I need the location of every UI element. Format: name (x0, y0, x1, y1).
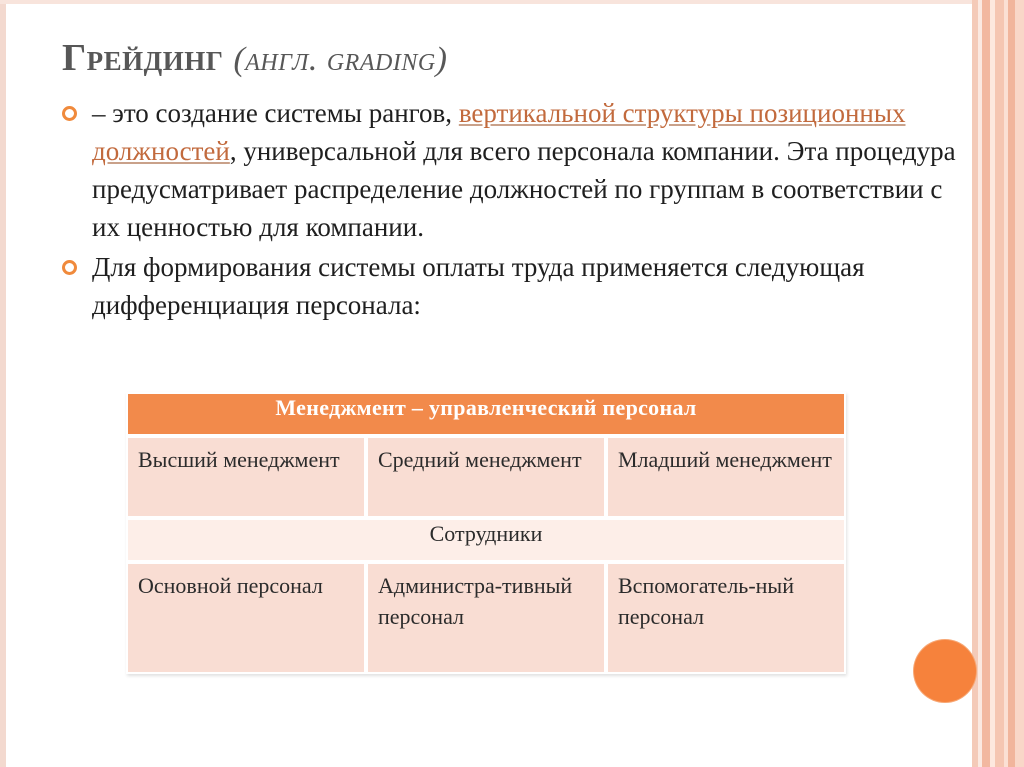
employees-label: Сотрудники (126, 518, 846, 562)
administrative-staff-cell: Администра-тивный персонал (366, 562, 606, 674)
middle-management-cell: Средний менеджмент (366, 436, 606, 518)
stripe (995, 0, 1004, 767)
definition-link[interactable]: вертикальной структуры позиционных должностей (92, 98, 906, 166)
bullet-circle-icon (62, 106, 77, 121)
left-border (0, 0, 6, 767)
definition-text-end: , универсальной для всего персонала компании. Эта процедура предусматривает распределение должностей по группам в соответствии с их ценностью для компании. (92, 136, 956, 242)
bullet-circle-icon (62, 260, 77, 275)
bullet-item-differentiation (62, 248, 962, 324)
top-management-cell: Высший менеджмент (126, 436, 366, 518)
differentiation-text: Для формирования системы оплаты труда применяется следующая дифференциация персонала: (92, 252, 865, 320)
employees-label-row (126, 518, 846, 562)
management-row (126, 436, 846, 518)
employees-row (126, 562, 846, 674)
definition-text-start: – это создание системы рангов, (92, 98, 459, 128)
stripe (1015, 0, 1024, 767)
title-main: Грейдинг (62, 37, 224, 79)
slide-title (62, 36, 962, 80)
table-header-row (126, 392, 846, 436)
core-staff-cell: Основной персонал (126, 562, 366, 674)
junior-management-cell: Младший менеджмент (606, 436, 846, 518)
bullet-item-definition (62, 94, 962, 246)
title-subtitle: (англ. grading) (233, 41, 448, 78)
support-staff-cell: Вспомогатель-ный персонал (606, 562, 846, 674)
stripe (1008, 0, 1015, 767)
stripe (982, 0, 990, 767)
personnel-table (126, 392, 846, 674)
right-decorative-stripes (972, 0, 1024, 767)
decorative-circle-icon (914, 640, 976, 702)
management-header: Менеджмент – управленческий персонал (126, 392, 846, 436)
bullet-list (62, 94, 962, 326)
top-border (0, 0, 1024, 4)
